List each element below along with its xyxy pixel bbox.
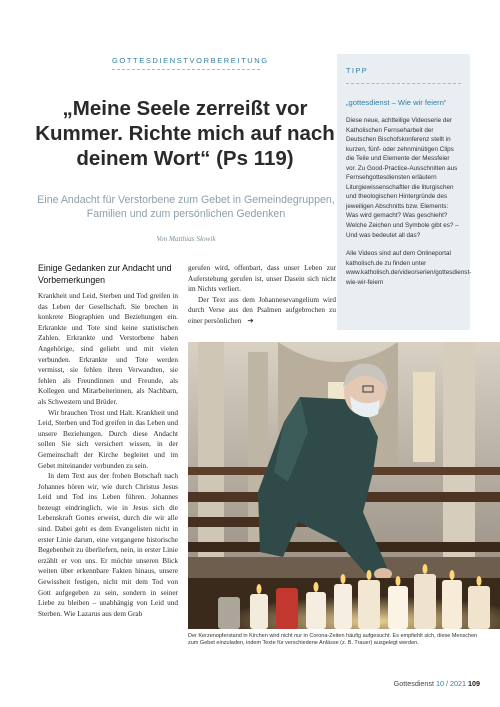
article-column-1 <box>38 263 178 619</box>
issue-number: 10 / 2021 <box>436 679 466 688</box>
section-kicker: GOTTESDIENSTVORBEREITUNG <box>112 56 269 65</box>
continue-arrow-icon: ➔ <box>247 316 254 325</box>
paragraph: Krankheit und Leid, Sterben und Tod greifen in das Leben der Gesellschaft. Sie brechen in konkrete Biographien und Beziehungen ein. Erkrankte und Tote sind keine statistischen Zahlen. Erkrankte und Verstorbene haben Angehörige, sind geliebt und mit vielen verbunden. Erkrankte und Tote werden vermisst, sie fehlen ihren Verwandten, sie fehlen als Freundinnen und Freunde, als Kollegen und Mitarbeiterinnen, als Nachbarn, als Schwestern und Brüder. <box>38 292 178 406</box>
tip-box <box>337 54 470 330</box>
tip-label: TIPP <box>346 66 369 75</box>
tip-link-text[interactable]: Alle Videos sind auf dem Onlineportal katholisch.de zu finden unter www.katholisch.de/video/serien/gottesdienst-wie-wir-feiern <box>346 250 472 286</box>
paragraph <box>188 295 336 327</box>
tip-body <box>346 116 472 287</box>
article-subtitle: Eine Andacht für Verstorbene zum Gebet in Gemeindegruppen, Familien und zum persönlichen Gedenken <box>37 194 335 220</box>
tip-heading: „gottesdienst – Wie wir feiern“ <box>346 98 447 107</box>
article-column-2 <box>188 263 336 327</box>
section-heading: Einige Gedanken zur Andacht und Vorbemerkungen <box>38 263 172 285</box>
kicker-divider <box>112 69 260 70</box>
page-number: 109 <box>468 679 480 688</box>
candle-stand-photo <box>188 342 500 629</box>
paragraph: Wir brauchen Trost und Halt. Krankheit und Leid, Sterben und Tod greifen in das Leben und unsere Beziehungen. Durch diese Andacht sollen Sie sich versichert wissen, in der Gemeinschaft der Kirche begleitet und im Gebet miteinander verbunden zu sein. <box>38 408 178 470</box>
paragraph: In dem Text aus der frohen Botschaft nach Johannes hören wir, wie durch Christus Jesus Leid und Tod ins Leben führen. Johannes bezeugt eindringlich, wie in Jesus sich die Lebenskraft Gottes erweist, durch die wir alle sind. Dabei geht es dem Evangelisten nicht in erster Linie darum, eine vergangene historische Begebenheit zu überliefern, nein, in erster Linie erzählt er von uns. Er möchte unseren Blick weiten über erkennbare Fakten hinaus, unsere Gewissheit festigen, nicht mit dem Tod von Gott aufgegeben zu sein, sondern in seiner Liebe zu bleiben – unabhängig von Leid und Sterben. Wie Lazarus aus dem Grab <box>38 472 178 618</box>
article-author: Von Matthias Słowik <box>156 235 216 243</box>
paragraph-text: Der Text aus dem Johannesevangelium wird durch Verse aus den Psalmen aufgebrochen zu einer persönlichen <box>188 295 336 325</box>
magazine-name: Gottesdienst <box>393 679 435 688</box>
page-footer <box>380 679 480 688</box>
article-headline: „Meine Seele zerreißt vor Kummer. Richte mich auf nach deinem Wort“ (Ps 119) <box>35 97 335 170</box>
photo-caption: Der Kerzenopferstand in Kirchen wird nicht nur in Corona-Zeiten häufig aufgesucht. Es empfiehlt sich, diese Menschen zum Gebet einzuladen, indem Texte für verschiedene Anlässe (z. B. Trauer) ausgelegt werden. <box>188 633 478 647</box>
tip-divider <box>346 83 461 84</box>
paragraph: gerufen wird, offenbart, dass unser Leben zur Auferstehung gerufen ist, unser Dasein sich nicht im Nichts verliert. <box>188 264 336 294</box>
tip-description: Diese neue, achtteilige Videoserie der Katholischen Fernseharbeit der Deutschen Bischofskonferenz stellt in kurzen, fünf- oder zehnminütigen Clips die Teile und Elemente der Messfeier vor. Zu Good-Practice-Ausschnitten aus Fernsehgottesdiensten erläutern Liturgiewissenschaftler die liturgischen und theologischen Hintergründe des jeweiligen Abschnitts bzw. Elements: Was wird gemacht? Was geschieht? Welche Zeichen und Symbole gibt es? – Und was bedeutet all das? <box>346 117 459 239</box>
